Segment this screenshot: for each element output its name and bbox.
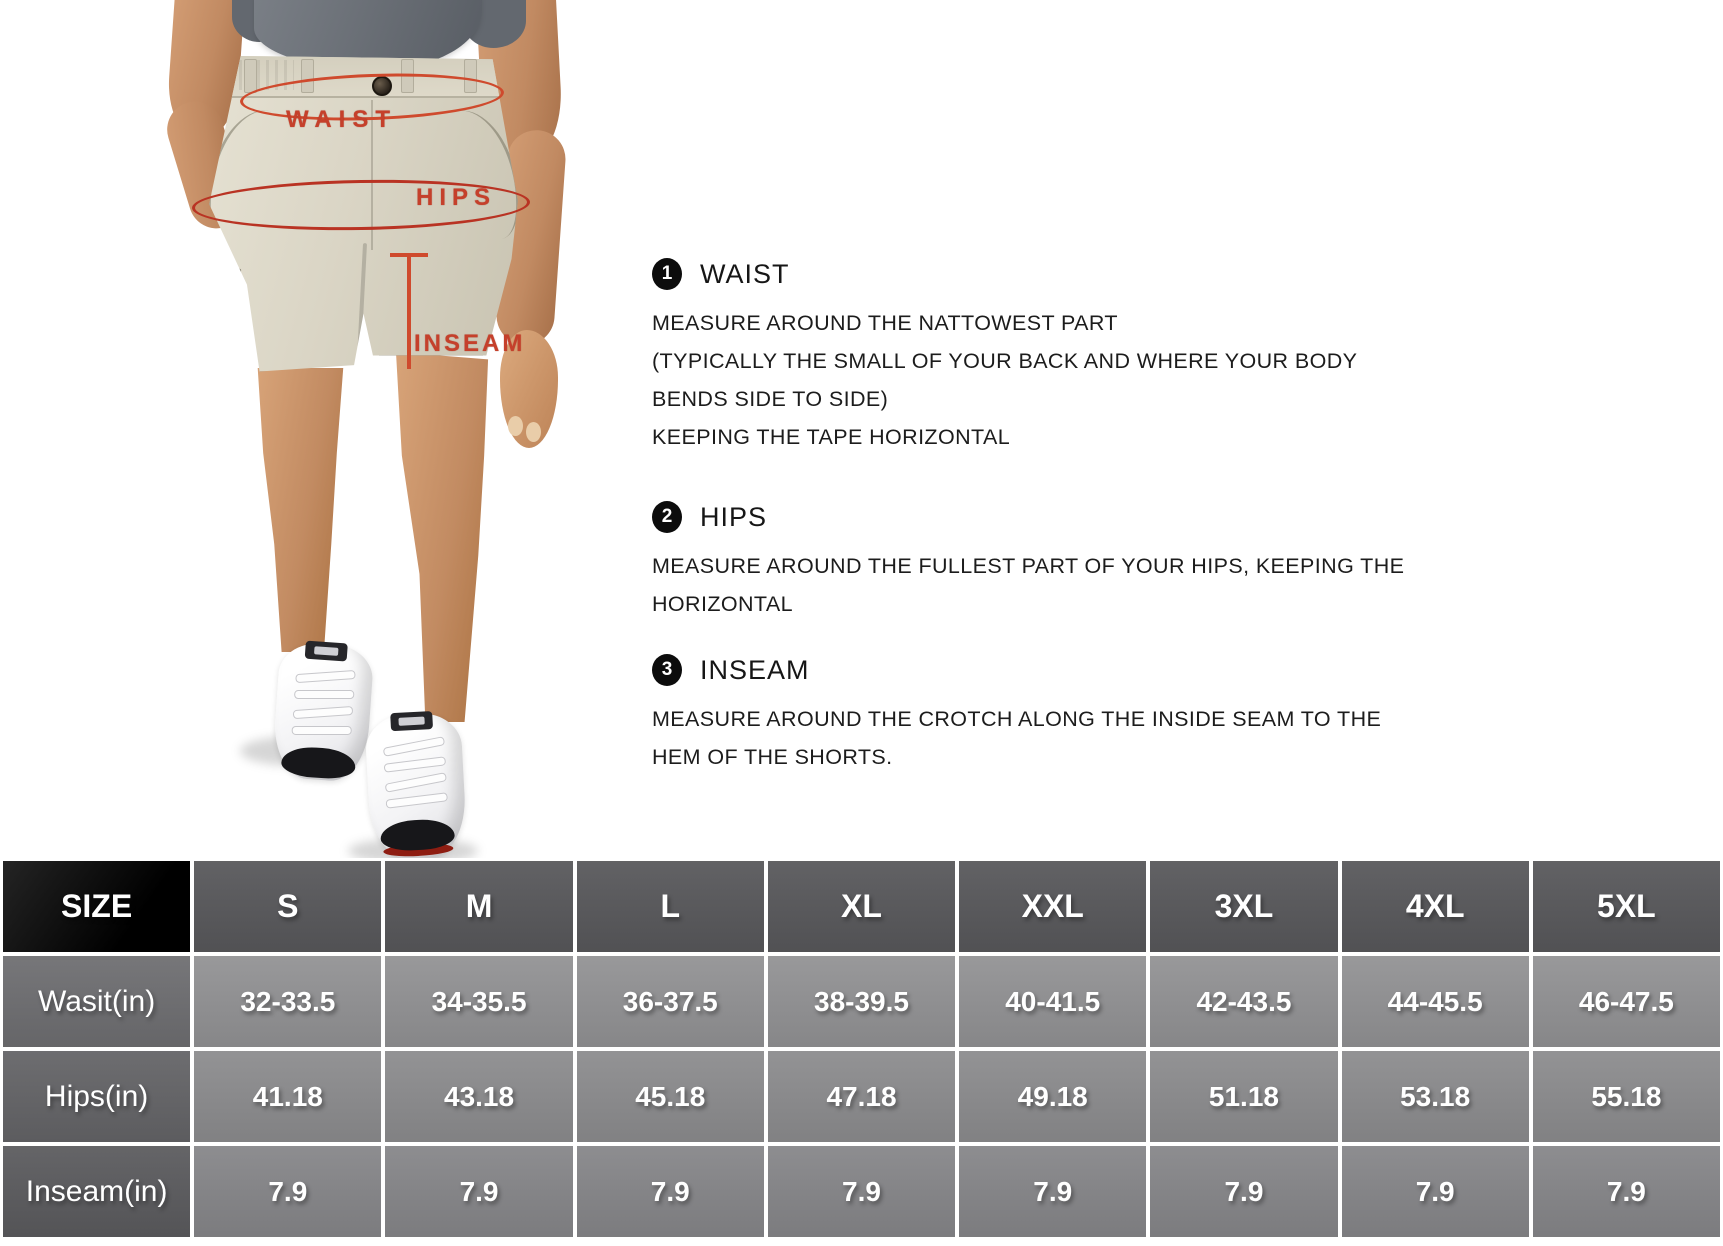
- instruction-line: HORIZONTAL: [652, 592, 793, 616]
- fingertip: [526, 422, 541, 442]
- model-right-leg: [394, 352, 492, 722]
- table-header-m: M: [385, 861, 572, 952]
- inseam-annotation-label: INSEAM: [414, 330, 526, 357]
- inseam-value-s: 7.9: [194, 1146, 381, 1237]
- hips-annotation-label: HIPS: [416, 184, 497, 211]
- section-heading: [652, 501, 1404, 533]
- belt-loop: [244, 59, 257, 93]
- instruction-line: KEEPING THE TAPE HORIZONTAL: [652, 425, 1011, 449]
- product-photo: [128, 0, 588, 858]
- waist-value-m: 34-35.5: [385, 956, 572, 1047]
- section-body: [652, 700, 1381, 776]
- number-3-icon: 3: [652, 654, 682, 686]
- hips-value-4xl: 53.18: [1342, 1051, 1529, 1142]
- waist-value-l: 36-37.5: [577, 956, 764, 1047]
- left-sneaker: [271, 641, 374, 783]
- table-header-4xl: 4XL: [1342, 861, 1529, 952]
- number-1-icon: 1: [652, 258, 682, 290]
- number-2-icon: 2: [652, 501, 682, 533]
- shorts-crease: [357, 243, 367, 359]
- section-title: INSEAM: [700, 654, 810, 685]
- row-label-hips: Hips(in): [3, 1051, 190, 1142]
- table-header-5xl: 5XL: [1533, 861, 1720, 952]
- right-sneaker: [364, 712, 467, 861]
- instruction-line: (TYPICALLY THE SMALL OF YOUR BACK AND WHERE YOUR BODY: [652, 349, 1358, 373]
- table-header-xxl: XXL: [959, 861, 1146, 952]
- inseam-value-3xl: 7.9: [1150, 1146, 1337, 1237]
- section-body: [652, 304, 1357, 456]
- hips-value-l: 45.18: [577, 1051, 764, 1142]
- inseam-value-xxl: 7.9: [959, 1146, 1146, 1237]
- waist-value-xxl: 40-41.5: [959, 956, 1146, 1047]
- instruction-section-hips: [652, 501, 1404, 623]
- instruction-line: MEASURE AROUND THE CROTCH ALONG THE INSIDE SEAM TO THE: [652, 707, 1382, 731]
- shoe-lace: [294, 690, 354, 699]
- section-heading: [652, 654, 1381, 686]
- hips-value-s: 41.18: [194, 1051, 381, 1142]
- fingertip: [508, 416, 523, 436]
- hips-value-xl: 47.18: [768, 1051, 955, 1142]
- instruction-section-waist: [652, 258, 1357, 456]
- sneaker-tongue: [390, 711, 433, 731]
- instruction-line: MEASURE AROUND THE NATTOWEST PART: [652, 311, 1118, 335]
- shoe-lace: [292, 726, 352, 735]
- sneaker-tongue: [305, 641, 348, 662]
- table-header-size: SIZE: [3, 861, 190, 952]
- waist-value-s: 32-33.5: [194, 956, 381, 1047]
- waist-value-3xl: 42-43.5: [1150, 956, 1337, 1047]
- table-header-xl: XL: [768, 861, 955, 952]
- section-body: [652, 547, 1404, 623]
- waist-annotation-label: WAIST: [286, 106, 397, 133]
- inseam-value-xl: 7.9: [768, 1146, 955, 1237]
- inseam-value-l: 7.9: [577, 1146, 764, 1237]
- table-header-3xl: 3XL: [1150, 861, 1337, 952]
- waist-value-5xl: 46-47.5: [1533, 956, 1720, 1047]
- shorts-zip-pull: [231, 267, 242, 283]
- hips-value-m: 43.18: [385, 1051, 572, 1142]
- instruction-line: MEASURE AROUND THE FULLEST PART OF YOUR HIPS, KEEPING THE: [652, 554, 1405, 578]
- section-heading: [652, 258, 1357, 290]
- section-title: HIPS: [700, 501, 768, 532]
- instruction-section-inseam: [652, 654, 1381, 776]
- row-label-inseam: Inseam(in): [3, 1146, 190, 1237]
- table-header-s: S: [194, 861, 381, 952]
- section-title: WAIST: [700, 258, 790, 289]
- hips-value-3xl: 51.18: [1150, 1051, 1337, 1142]
- waist-value-xl: 38-39.5: [768, 956, 955, 1047]
- inseam-value-5xl: 7.9: [1533, 1146, 1720, 1237]
- instruction-line: HEM OF THE SHORTS.: [652, 745, 893, 769]
- model-left-leg: [254, 368, 346, 652]
- instruction-line: BENDS SIDE TO SIDE): [652, 387, 889, 411]
- hips-value-5xl: 55.18: [1533, 1051, 1720, 1142]
- hips-value-xxl: 49.18: [959, 1051, 1146, 1142]
- waist-value-4xl: 44-45.5: [1342, 956, 1529, 1047]
- table-header-l: L: [577, 861, 764, 952]
- row-label-waist: Wasit(in): [3, 956, 190, 1047]
- inseam-measure-line: [407, 253, 411, 369]
- inseam-value-m: 7.9: [385, 1146, 572, 1237]
- inseam-value-4xl: 7.9: [1342, 1146, 1529, 1237]
- size-chart-table: [0, 858, 1723, 1240]
